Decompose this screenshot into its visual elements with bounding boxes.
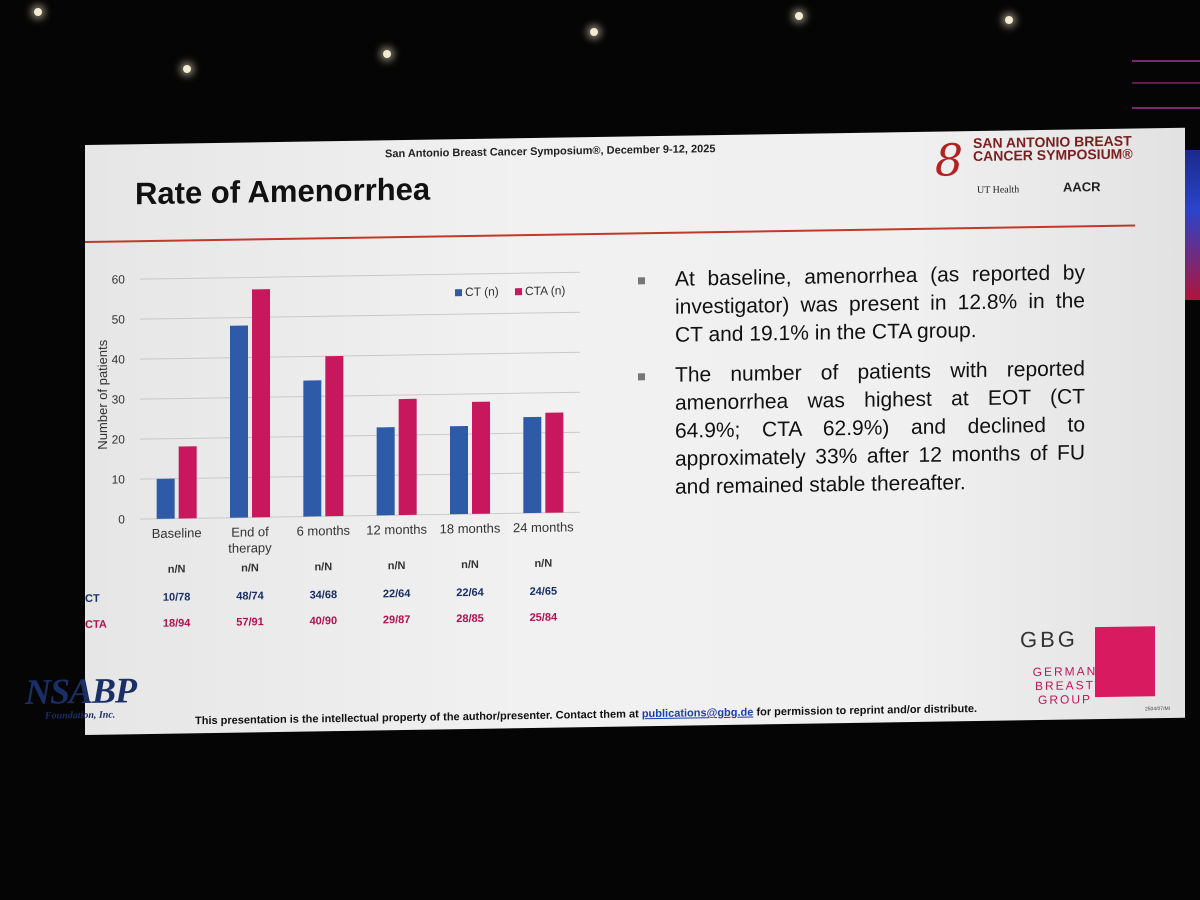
x-axis-categories bbox=[152, 519, 574, 557]
table-header-cell: n/N bbox=[167, 563, 186, 576]
gbg-logo-name: GERMAN BREAST GROUP bbox=[1032, 664, 1098, 708]
gridline bbox=[140, 272, 580, 279]
ceiling-light bbox=[1005, 16, 1013, 24]
x-category-label: 6 months bbox=[296, 522, 351, 539]
table-cell: 28/85 bbox=[456, 612, 484, 626]
x-category-label: End of bbox=[231, 524, 269, 540]
y-tick-label: 30 bbox=[111, 392, 125, 407]
bar-cta-5 bbox=[545, 412, 563, 512]
bar-cta-1 bbox=[252, 289, 270, 517]
chart-bars bbox=[157, 284, 564, 518]
sabcs-ribbon-icon: 8 bbox=[935, 135, 963, 187]
chart-gridlines bbox=[140, 272, 580, 519]
ut-health-logo: UT Health bbox=[977, 184, 1020, 196]
conference-line: San Antonio Breast Cancer Symposium®, December 9-12, 2025 bbox=[385, 143, 716, 161]
nn-table bbox=[85, 557, 625, 655]
gridline bbox=[140, 392, 580, 399]
legend-label: CT (n) bbox=[465, 284, 499, 300]
y-tick-label: 60 bbox=[111, 272, 125, 287]
table-cell: 48/74 bbox=[236, 590, 264, 603]
y-tick-label: 10 bbox=[111, 472, 125, 487]
legend-label: CTA (n) bbox=[525, 283, 566, 299]
bullet-list bbox=[635, 259, 1085, 514]
bullet-item bbox=[635, 259, 1085, 350]
footer-text-end: for permission to reprint and/or distribute. bbox=[756, 702, 978, 719]
bullet-marker bbox=[638, 373, 645, 380]
bar-cta-2 bbox=[325, 356, 343, 516]
x-category-label: 24 months bbox=[512, 519, 574, 536]
bar-cta-3 bbox=[399, 399, 417, 515]
table-cell: 18/94 bbox=[162, 617, 191, 630]
gridline bbox=[140, 432, 580, 439]
ceiling-light bbox=[34, 8, 42, 16]
table-row-label: CT bbox=[85, 592, 100, 605]
bar-ct-4 bbox=[450, 426, 468, 514]
ceiling-light bbox=[795, 12, 803, 20]
slide-title: Rate of Amenorrhea bbox=[135, 171, 431, 212]
gridline bbox=[140, 312, 580, 319]
bar-ct-1 bbox=[230, 325, 248, 517]
x-category-label: Baseline bbox=[151, 525, 202, 541]
table-header-cell: n/N bbox=[241, 562, 259, 575]
ceiling-light bbox=[183, 65, 191, 73]
ceiling-light bbox=[383, 50, 391, 58]
table-header-cell: n/N bbox=[314, 561, 333, 574]
table-cell: 10/78 bbox=[162, 591, 191, 604]
gridline bbox=[140, 512, 580, 519]
y-tick-label: 50 bbox=[111, 312, 125, 327]
gbg-logo-text: GBG bbox=[1020, 626, 1078, 653]
x-category-label: 12 months bbox=[366, 521, 428, 538]
nsabp-logo: NSABP bbox=[25, 670, 137, 712]
table-cell: 29/87 bbox=[382, 613, 411, 627]
bullet-text: The number of patients with reported amenorrhea was highest at EOT (CT 64.9%; CTA 62.9%) and declined to approximately 33% after 12 months of FU and remained stable thereafter. bbox=[675, 357, 1085, 499]
slide-code: 2504/07/MI bbox=[1145, 705, 1171, 713]
gridline bbox=[140, 472, 580, 479]
bar-ct-3 bbox=[377, 427, 395, 515]
stage-truss bbox=[1132, 60, 1200, 109]
table-row-label: CTA bbox=[85, 618, 107, 631]
table-cell: 22/64 bbox=[456, 586, 484, 600]
copyright-footer bbox=[195, 703, 977, 727]
sabcs-logo bbox=[935, 133, 1135, 211]
bar-ct-2 bbox=[303, 380, 321, 516]
y-axis-label: Number of patients bbox=[95, 339, 110, 450]
y-tick-label: 40 bbox=[111, 352, 125, 367]
legend-swatch bbox=[515, 288, 522, 295]
sabcs-logo-text: SAN ANTONIO BREAST CANCER SYMPOSIUM® bbox=[973, 132, 1133, 165]
table-cell: 57/91 bbox=[236, 616, 264, 629]
y-axis-ticks bbox=[112, 272, 126, 526]
table-cell: 24/65 bbox=[529, 585, 558, 599]
legend-swatch bbox=[455, 289, 462, 296]
bar-cta-4 bbox=[472, 402, 490, 514]
x-category-label: therapy bbox=[228, 540, 272, 556]
gridline bbox=[140, 352, 580, 359]
footer-text: This presentation is the intellectual property of the author/presenter. Contact them at bbox=[195, 708, 639, 728]
title-divider bbox=[85, 225, 1135, 243]
bullet-text: At baseline, amenorrhea (as reported by investigator) was present in 12.8% in the CT and 19.1% in the CTA group. bbox=[675, 261, 1085, 347]
aacr-logo: AACR bbox=[1063, 179, 1101, 195]
chart-legend bbox=[455, 283, 565, 299]
table-cell: 25/84 bbox=[529, 611, 558, 625]
table-cell: 34/68 bbox=[309, 589, 338, 602]
bar-ct-0 bbox=[157, 479, 175, 519]
footer-email-link[interactable]: publications@gbg.de bbox=[641, 706, 754, 721]
nsabp-subtitle: Foundation, Inc. bbox=[45, 709, 116, 722]
y-tick-label: 0 bbox=[118, 512, 125, 527]
table-header-cell: n/N bbox=[461, 558, 479, 572]
table-cell: 40/90 bbox=[309, 615, 338, 628]
x-category-label: 18 months bbox=[439, 520, 501, 537]
table-header-cell: n/N bbox=[534, 557, 553, 570]
bullet-marker bbox=[638, 277, 645, 284]
table-cell: 22/64 bbox=[382, 587, 411, 601]
presentation-slide bbox=[25, 128, 1185, 735]
bar-cta-0 bbox=[179, 446, 197, 518]
ceiling-light bbox=[590, 28, 598, 36]
bar-ct-5 bbox=[523, 417, 541, 513]
y-tick-label: 20 bbox=[111, 432, 125, 447]
bullet-item bbox=[635, 355, 1085, 502]
table-header-cell: n/N bbox=[387, 559, 406, 573]
amenorrhea-bar-chart bbox=[85, 246, 645, 556]
